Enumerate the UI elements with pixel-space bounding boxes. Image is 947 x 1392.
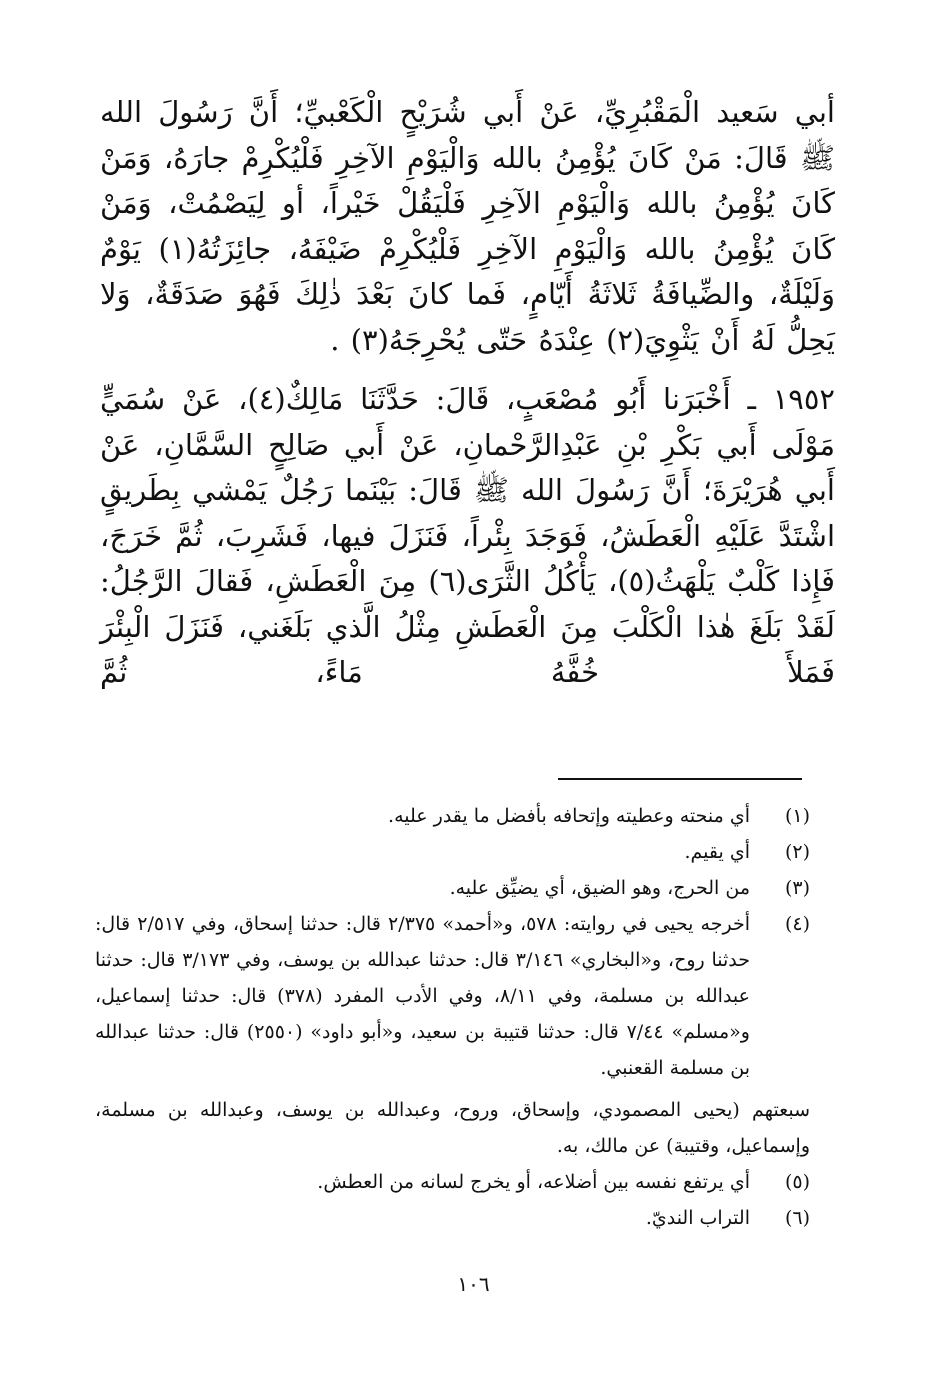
footnote xyxy=(95,1200,810,1236)
footnote-text: أي يرتفع نفسه بين أضلاعه، أو يخرج لسانه من العطش. xyxy=(317,1171,750,1193)
footnote xyxy=(95,870,810,906)
footnote-number: (١) xyxy=(784,805,810,827)
hadith-1951-continued: أبي سَعيد الْمَقْبُرِيِّ، عَنْ أَبي شُرَيْحٍ الْكَعْبيِّ؛ أَنَّ رَسُولَ الله ﷺ قَالَ: مَنْ كَانَ يُؤْمِنُ بالله وَالْيَوْمِ الآخِرِ فَلْيُكْرِمْ جارَهُ، وَمَنْ كَانَ يُؤْمِنُ بالله وَالْيَوْمِ الآخِرِ فَلْيَقُلْ خَيْراً، أو لِيَصْمُتْ، وَمَنْ كَانَ يُؤْمِنُ بالله وَالْيَوْمِ الآخِرِ فَلْيُكْرِمْ ضَيْفَهُ، جائِزَتُهُ(١) يَوْمٌ وَلَيْلَةٌ، والضِّيافَةُ ثَلاثَةُ أَيّامٍ، فَما كانَ بَعْدَ ذٰلِكَ فَهُوَ صَدَقَةٌ، وَلا يَحِلُّ لَهُ أَنْ يَثْوِيَ(٢) عِنْدَهُ حَتّى يُحْرِجَهُ(٣) . xyxy=(100,95,835,357)
footnote xyxy=(95,1164,810,1200)
footnote-number: (٥) xyxy=(784,1171,810,1193)
footnote-text: التراب النديّ. xyxy=(645,1207,750,1229)
footnote-number: (٤) xyxy=(784,913,810,935)
footnote-text: من الحرج، وهو الضيق، أي يضيِّق عليه. xyxy=(449,877,750,899)
footnote-4-continuation: سبعتهم (يحيى المصمودي، وإسحاق، وروح، وعبدالله بن يوسف، وعبدالله بن مسلمة، وإسماعيل، وقتيبة) عن مالك، به. xyxy=(95,1099,810,1157)
hadith-1952: ١٩٥٢ ـ أَخْبَرَنا أَبُو مُصْعَبٍ، قَالَ: حَدَّثَنَا مَالِكٌ(٤)، عَنْ سُمَيٍّ مَوْلَى أَبي بَكْرِ بْنِ عَبْدِالرَّحْمانِ، عَنْ أَبي صَالِحٍ السَّمَّانِ، عَنْ أَبي هُرَيْرَةَ؛ أَنَّ رَسُولَ الله ﷺ قَالَ: بَيْنَما رَجُلٌ يَمْشي بِطَريقٍ اشْتَدَّ عَلَيْهِ الْعَطَشُ، فَوَجَدَ بِئْراً، فَنَزَلَ فيها، فَشَرِبَ، ثُمَّ خَرَجَ، فَإِذا كَلْبٌ يَلْهَثُ(٥)، يَأْكُلُ الثَّرَى(٦) مِنَ الْعَطَشِ، فَقالَ الرَّجُلُ: لَقَدْ بَلَغَ هٰذا الْكَلْبَ مِنَ الْعَطَشِ مِثْلُ الَّذي بَلَغَني، فَنَزَلَ الْبِئْرَ فَمَلأَ خُفَّهُ مَاءً، ثُمَّ xyxy=(100,382,835,689)
footnote-separator xyxy=(558,778,802,780)
footnote-text: أي منحته وعطيته وإتحافه بأفضل ما يقدر عليه. xyxy=(388,805,750,827)
footnote-text: أخرجه يحيى في روايته: ٥٧٨، و«أحمد» ٢/٣٧٥ قال: حدثنا إسحاق، وفي ٢/٥١٧ قال: حدثنا روح، و«البخاري» ٣/١٤٦ قال: حدثنا عبدالله بن يوسف، وفي ٣/١٧٣ قال: حدثنا عبدالله بن مسلمة، وفي ٨/١١، وفي الأدب المفرد (٣٧٨) قال: حدثنا إسماعيل، و«مسلم» ٧/٤٤ قال: حدثنا قتيبة بن سعيد، و«أبو داود» (٢٥٥٠) قال: حدثنا عبدالله بن مسلمة القعنبي. xyxy=(95,913,751,1079)
footnote-number: (٢) xyxy=(784,841,810,863)
main-text xyxy=(100,90,835,696)
footnote-number: (٣) xyxy=(784,877,810,899)
footnote xyxy=(95,798,810,834)
page-number: ١٠٦ xyxy=(457,1272,490,1296)
footnote xyxy=(95,834,810,870)
footnote xyxy=(95,906,810,1086)
footnotes xyxy=(95,798,810,1236)
footnote-text: أي يقيم. xyxy=(684,841,750,863)
footnote-number: (٦) xyxy=(784,1207,810,1229)
